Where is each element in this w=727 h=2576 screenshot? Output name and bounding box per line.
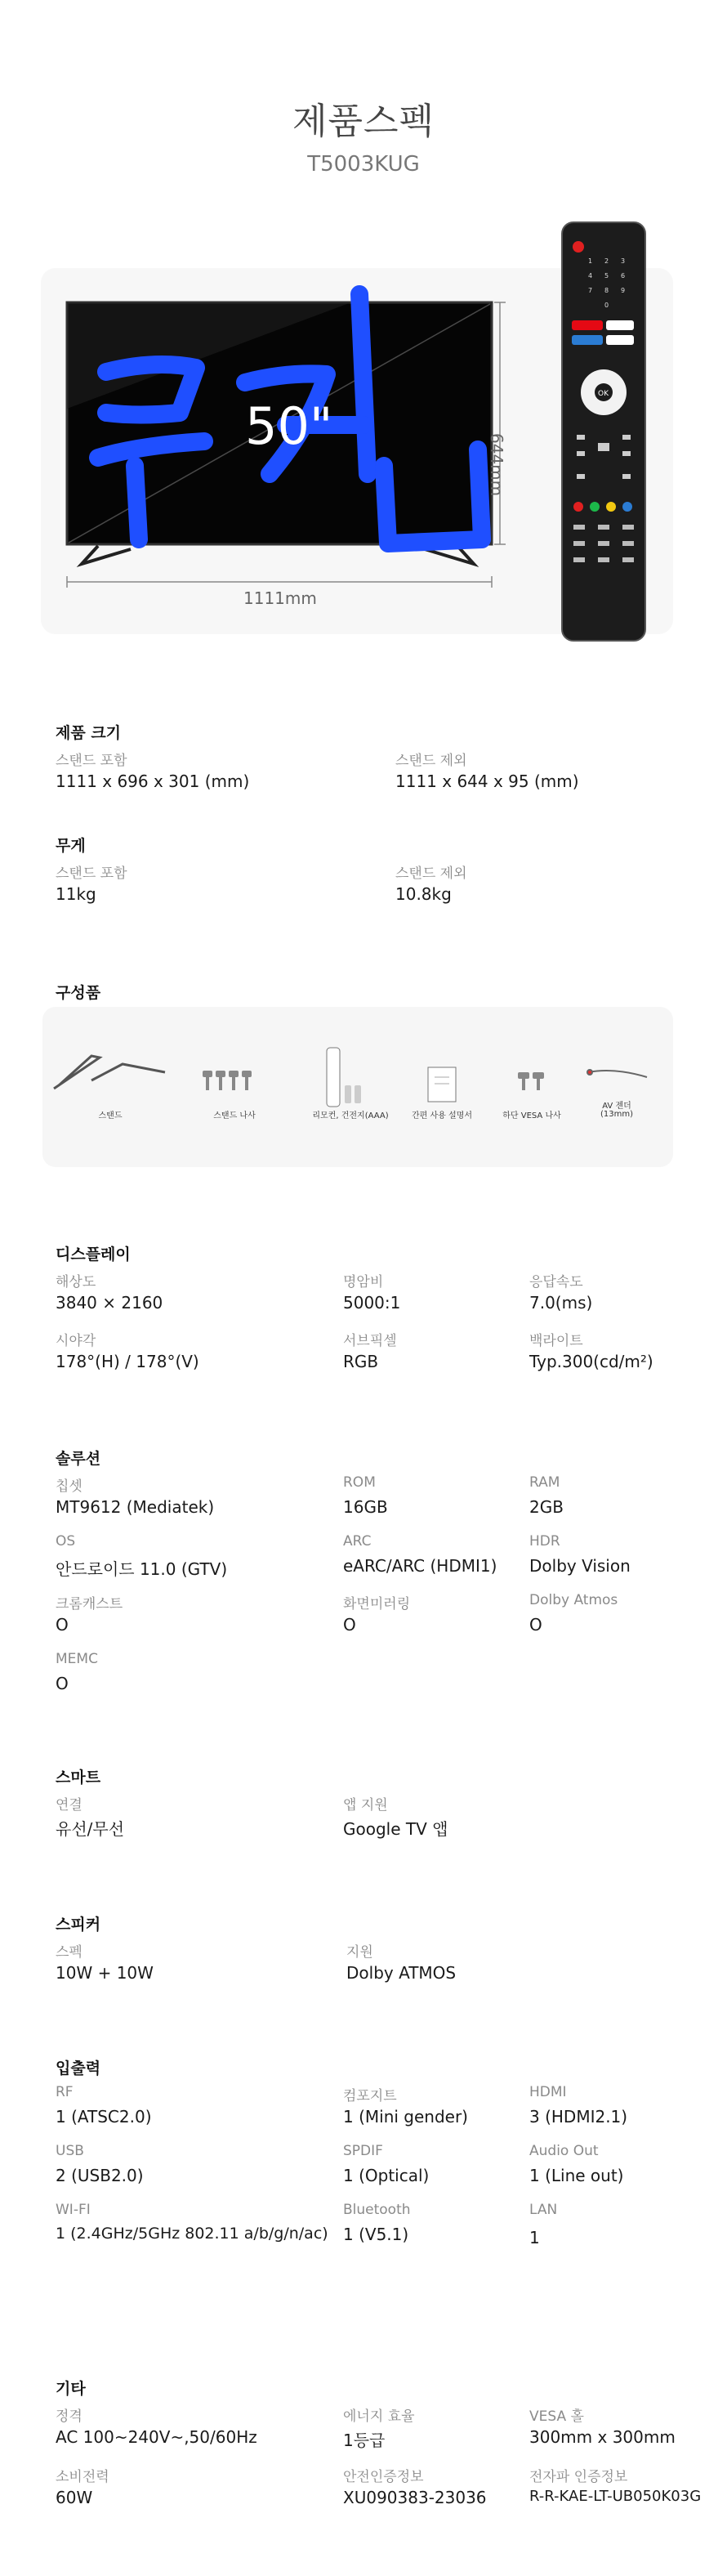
spec-label: OS <box>56 1533 76 1550</box>
spec-label: 스탠드 포함 <box>56 753 127 769</box>
spec-value: 1111 x 696 x 301 (mm) <box>56 771 250 791</box>
spec-label: 시야각 <box>56 1333 96 1349</box>
spec-value: RGB <box>343 1352 379 1371</box>
components-illustrations <box>42 1007 673 1167</box>
manual-icon <box>428 1067 456 1102</box>
vesa-screw-icon <box>518 1072 544 1090</box>
section-title-speaker: 스피커 <box>56 1916 101 1934</box>
stand-icon <box>54 1056 165 1089</box>
spec-label: Audio Out <box>529 2143 599 2159</box>
spec-value: 10.8kg <box>395 884 452 904</box>
spec-value: 1 <box>529 2228 540 2247</box>
spec-value: 안드로이드 11.0 (GTV) <box>56 1559 228 1579</box>
spec-label: 서브픽셀 <box>343 1333 397 1349</box>
spec-label: 스탠드 포함 <box>56 865 127 882</box>
model-number: T5003KUG <box>307 152 420 177</box>
spec-label: 컴포지트 <box>343 2088 397 2104</box>
remote-control <box>560 221 647 642</box>
spec-value: Google TV 앱 <box>343 1819 448 1839</box>
spec-label: 스탠드 제외 <box>395 865 467 882</box>
spec-value: 1 (Line out) <box>529 2166 624 2185</box>
svg-text:2: 2 <box>604 257 609 265</box>
spec-value: 1 (Mini gender) <box>343 2107 468 2127</box>
spec-value: 유선/무선 <box>56 1819 125 1839</box>
section-title-io: 입출력 <box>56 2059 101 2077</box>
spec-value: 1 (Optical) <box>343 2166 430 2185</box>
spec-value: Dolby Vision <box>529 1556 631 1576</box>
spec-label: RAM <box>529 1474 560 1491</box>
spec-value: O <box>529 1615 542 1635</box>
spec-label: 소비전력 <box>56 2469 109 2485</box>
spec-value: XU090383-23036 <box>343 2488 487 2507</box>
svg-text:1: 1 <box>588 257 593 265</box>
spec-label: 백라이트 <box>529 1333 583 1349</box>
spec-label: RF <box>56 2084 74 2100</box>
svg-text:6: 6 <box>621 272 626 280</box>
spec-value: MT9612 (Mediatek) <box>56 1497 215 1517</box>
spec-label: Bluetooth <box>343 2202 411 2218</box>
section-title-weight: 무게 <box>56 837 86 855</box>
spec-label: 응답속도 <box>529 1274 583 1290</box>
spec-value: 3840 × 2160 <box>56 1293 163 1313</box>
av-gender-icon <box>587 1070 647 1077</box>
spec-value: 60W <box>56 2488 93 2507</box>
spec-value: AC 100~240V~,50/60Hz <box>56 2427 257 2447</box>
spec-label: 스탠드 제외 <box>395 753 467 769</box>
spec-label: HDR <box>529 1533 560 1550</box>
spec-label: MEMC <box>56 1651 98 1667</box>
spec-label: 정격 <box>56 2408 83 2425</box>
svg-text:0: 0 <box>604 302 609 309</box>
spec-value: 10W + 10W <box>56 1963 154 1983</box>
svg-text:OK: OK <box>598 390 609 398</box>
component-note: (13mm) <box>600 1110 633 1119</box>
spec-value: 2GB <box>529 1497 564 1517</box>
spec-label: 해상도 <box>56 1274 96 1290</box>
spec-label: 안전인증정보 <box>343 2469 424 2485</box>
spec-value: 7.0(ms) <box>529 1293 593 1313</box>
remote-battery-icon <box>327 1048 361 1107</box>
page-title: 제품스펙 <box>292 101 435 142</box>
svg-text:5: 5 <box>604 272 609 280</box>
section-title-display: 디스플레이 <box>56 1246 131 1263</box>
spec-label: HDMI <box>529 2084 567 2100</box>
spec-label: 명암비 <box>343 1274 384 1290</box>
spec-label: 크롬캐스트 <box>56 1596 123 1612</box>
component-label: 리모컨, 건전지(AAA) <box>312 1111 389 1120</box>
component-label: 스탠드 나사 <box>213 1111 256 1120</box>
svg-text:3: 3 <box>621 257 626 265</box>
svg-text:8: 8 <box>604 287 609 294</box>
spec-value: 1 (ATSC2.0) <box>56 2107 152 2127</box>
height-dimension: 644mm <box>487 433 506 497</box>
spec-label: USB <box>56 2143 84 2159</box>
svg-text:9: 9 <box>621 287 626 294</box>
spec-value: 1 (2.4GHz/5GHz 802.11 a/b/g/n/ac) <box>56 2225 328 2243</box>
component-label: 간편 사용 설명서 <box>412 1111 472 1120</box>
spec-value: O <box>343 1615 356 1635</box>
svg-text:7: 7 <box>588 287 593 294</box>
spec-value: 1등급 <box>343 2431 386 2450</box>
spec-label: 스펙 <box>56 1944 83 1961</box>
component-label: AV 젠더 <box>602 1102 631 1111</box>
spec-label: 연결 <box>56 1797 83 1813</box>
spec-label: ROM <box>343 1474 376 1491</box>
spec-label: Dolby Atmos <box>529 1592 618 1608</box>
spec-label: 화면미러링 <box>343 1596 411 1612</box>
spec-label: LAN <box>529 2202 558 2218</box>
spec-label: 앱 지원 <box>343 1797 388 1813</box>
section-title-smart: 스마트 <box>56 1769 101 1787</box>
spec-value: Dolby ATMOS <box>346 1963 457 1983</box>
spec-label: 전자파 인증정보 <box>529 2469 628 2485</box>
spec-value: 3 (HDMI2.1) <box>529 2107 628 2127</box>
width-dimension: 1111mm <box>243 588 317 608</box>
spec-label: ARC <box>343 1533 372 1550</box>
spec-value: R-R-KAE-LT-UB050K03G <box>529 2488 702 2505</box>
svg-text:4: 4 <box>588 272 593 280</box>
component-label: 스탠드 <box>98 1111 123 1120</box>
spec-label: 칩셋 <box>56 1478 83 1495</box>
screen-size-badge: 50" <box>245 396 333 456</box>
spec-value: 300mm x 300mm <box>529 2427 676 2447</box>
spec-label: WI-FI <box>56 2202 91 2218</box>
section-title-product-size: 제품 크기 <box>56 724 122 742</box>
spec-value: 16GB <box>343 1497 388 1517</box>
spec-value: O <box>56 1615 69 1635</box>
spec-value: 11kg <box>56 884 96 904</box>
section-title-etc: 기타 <box>56 2380 86 2398</box>
spec-value: eARC/ARC (HDMI1) <box>343 1556 497 1576</box>
spec-value: 5000:1 <box>343 1293 401 1313</box>
spec-label: 에너지 효율 <box>343 2408 415 2425</box>
spec-value: 1 (V5.1) <box>343 2225 409 2244</box>
spec-label: 지원 <box>346 1944 373 1961</box>
spec-value: 2 (USB2.0) <box>56 2166 144 2185</box>
spec-label: VESA 홀 <box>529 2408 584 2425</box>
spec-value: 178°(H) / 178°(V) <box>56 1352 199 1371</box>
section-title-components: 구성품 <box>56 984 101 1002</box>
section-title-solution: 솔루션 <box>56 1450 101 1468</box>
spec-label: SPDIF <box>343 2143 383 2159</box>
spec-value: Typ.300(cd/m²) <box>529 1352 653 1371</box>
component-label: 하단 VESA 나사 <box>502 1111 561 1120</box>
spec-value: O <box>56 1674 69 1693</box>
spec-value: 1111 x 644 x 95 (mm) <box>395 771 579 791</box>
stand-screw-icon <box>203 1071 252 1090</box>
